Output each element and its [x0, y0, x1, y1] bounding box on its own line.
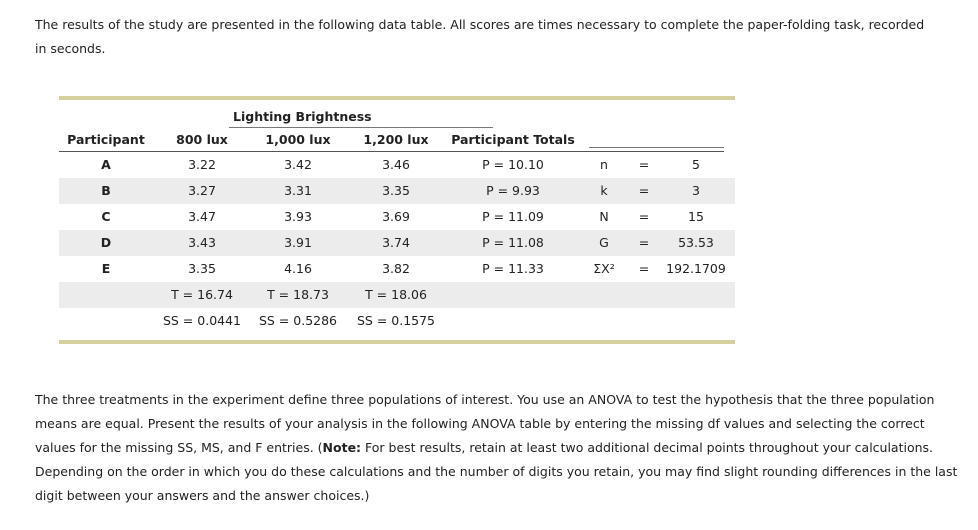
- summary-symbol: n: [600, 157, 608, 172]
- score-cell: 3.31: [284, 183, 312, 198]
- treatment-total: T = 18.73: [267, 287, 329, 302]
- participant-total: P = 9.93: [486, 183, 540, 198]
- header-800-lux: 800 lux: [176, 132, 228, 147]
- table-row: [59, 230, 735, 256]
- header-participant: Participant: [67, 132, 145, 147]
- score-cell: 3.35: [382, 183, 410, 198]
- table-row: [59, 204, 735, 230]
- participant-label: B: [101, 183, 111, 198]
- treatment-total: T = 16.74: [171, 287, 233, 302]
- treatment-totals-row: [59, 282, 735, 308]
- summary-value: 192.1709: [666, 261, 726, 276]
- participant-total: P = 11.09: [482, 209, 544, 224]
- score-cell: 3.69: [382, 209, 410, 224]
- table-row: [59, 178, 735, 204]
- participant-label: E: [101, 261, 111, 276]
- group-label: Lighting Brightness: [233, 109, 372, 124]
- participant-total: P = 11.08: [482, 235, 544, 250]
- score-cell: 3.22: [188, 157, 216, 172]
- header-participant-totals: Participant Totals: [451, 132, 575, 147]
- treatment-total: T = 18.06: [365, 287, 427, 302]
- score-cell: 3.74: [382, 235, 410, 250]
- score-cell: 3.27: [188, 183, 216, 198]
- instructions-text: The three treatments in the experiment define three populations of interest. You use an ANOVA to test the hypothesis that the three population means are equal. Present the results of your analysis in the following ANOVA table by entering the missing df values and selecting the correct values for the missing SS, MS, and F entries. (: [35, 392, 935, 455]
- score-cell: 3.91: [284, 235, 312, 250]
- participant-label: D: [100, 235, 112, 250]
- summary-value: 5: [692, 157, 700, 172]
- participant-label: A: [101, 157, 111, 172]
- treatment-ss: SS = 0.5286: [258, 313, 338, 328]
- treatment-ss-row: [59, 308, 735, 334]
- summary-header-line: [589, 147, 724, 148]
- participant-total: P = 11.33: [482, 261, 544, 276]
- score-cell: 3.43: [188, 235, 216, 250]
- summary-equals: =: [638, 261, 650, 276]
- score-cell: 3.82: [382, 261, 410, 276]
- summary-symbol: k: [600, 183, 608, 198]
- summary-value: 3: [692, 183, 700, 198]
- summary-value: 15: [688, 209, 704, 224]
- summary-equals: =: [638, 235, 650, 250]
- summary-symbol: G: [599, 235, 609, 250]
- summary-symbol: ΣX²: [593, 261, 615, 276]
- treatment-ss: SS = 0.1575: [356, 313, 436, 328]
- summary-equals: =: [638, 157, 650, 172]
- note-label: Note:: [322, 440, 362, 455]
- data-table: [59, 96, 735, 328]
- summary-equals: =: [638, 209, 650, 224]
- instructions-paragraph: [35, 388, 960, 508]
- table-top-rule: [59, 96, 735, 100]
- summary-symbol: N: [599, 209, 609, 224]
- summary-equals: =: [638, 183, 650, 198]
- score-cell: 3.46: [382, 157, 410, 172]
- score-cell: 3.93: [284, 209, 312, 224]
- table-row: [59, 152, 735, 178]
- group-underline: [229, 127, 493, 128]
- score-cell: 3.42: [284, 157, 312, 172]
- participant-label: C: [101, 209, 111, 224]
- header-1000-lux: 1,000 lux: [265, 132, 331, 147]
- treatment-ss: SS = 0.0441: [162, 313, 242, 328]
- score-cell: 4.16: [284, 261, 312, 276]
- header-1200-lux: 1,200 lux: [363, 132, 429, 147]
- intro-paragraph: The results of the study are presented in the following data table. All scores are times necessary to complete the paper-folding task, recorded in seconds.: [35, 17, 925, 56]
- score-cell: 3.35: [188, 261, 216, 276]
- table-bottom-rule: [59, 340, 735, 344]
- table-row: [59, 256, 735, 282]
- note-text: For best results, retain at least two additional decimal points throughout your calculations. Depending on the order in which you do these calculations and the number of digits you retain, you may find slight rounding differences in the last digit between your answers and the answer choices.): [35, 440, 958, 503]
- summary-value: 53.53: [678, 235, 714, 250]
- score-cell: 3.47: [188, 209, 216, 224]
- participant-total: P = 10.10: [482, 157, 544, 172]
